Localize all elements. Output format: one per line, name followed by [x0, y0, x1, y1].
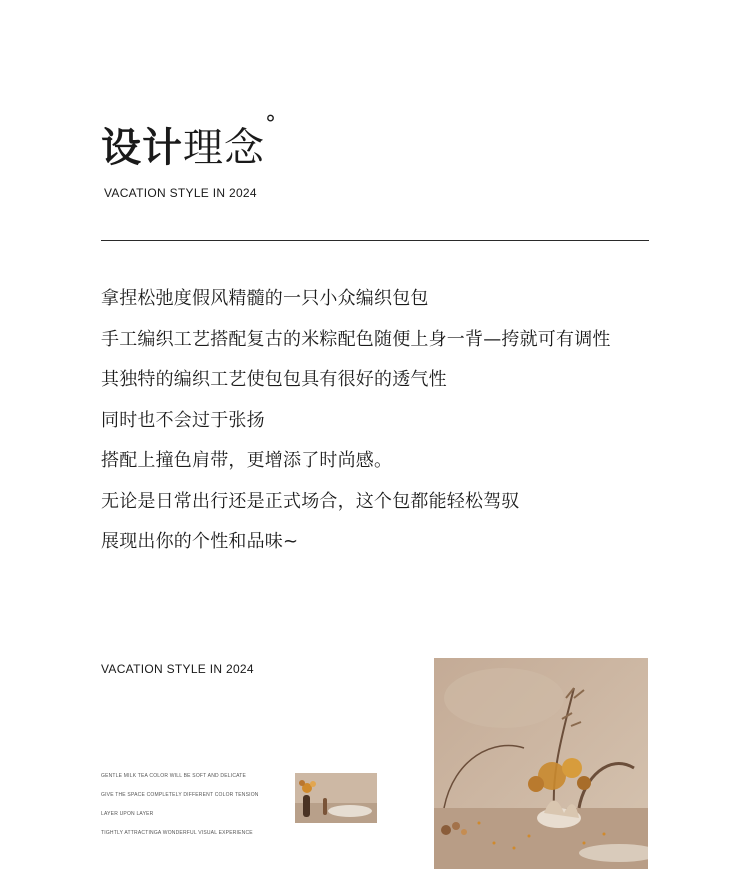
caption-line: GENTLE MILK TEA COLOR WILL BE SOFT AND DELICATE — [101, 773, 247, 779]
page-title — [101, 112, 276, 171]
caption-line: TIGHTLY ATTRACTINGA WONDERFUL VISUAL EXPERIENCE — [101, 830, 253, 836]
description-line: 无论是日常出行还是正式场合，这个包都能轻松驾驭 — [101, 490, 520, 512]
thumbnail-image — [295, 773, 377, 823]
degree-mark: ° — [265, 112, 276, 137]
divider — [101, 240, 649, 241]
section-label: VACATION STYLE IN 2024 — [101, 662, 254, 676]
caption-line: LAYER UPON LAYER — [101, 811, 154, 817]
description-line: 其独特的编织工艺使包包具有很好的透气性 — [101, 369, 447, 390]
description-line: 拿捏松弛度假风精髓的一只小众编织包包 — [101, 288, 429, 309]
description-line: 展现出你的个性和品味~ — [101, 531, 299, 552]
title-bold: 设计 — [101, 125, 183, 171]
title-light: 理念 — [183, 125, 265, 171]
description-line: 同时也不会过于张扬 — [101, 409, 265, 431]
subtitle: VACATION STYLE IN 2024 — [104, 186, 257, 200]
product-photo — [434, 658, 648, 869]
description-line: 搭配上撞色肩带，更增添了时尚感。 — [101, 450, 393, 471]
description-text — [101, 285, 611, 569]
caption-line: GIVE THE SPACE COMPLETELY DIFFERENT COLOR TENSION — [101, 792, 259, 798]
description-line: 手工编织工艺搭配复古的米粽配色随便上身一背—挎就可有调性 — [101, 328, 611, 350]
english-caption — [101, 772, 259, 848]
